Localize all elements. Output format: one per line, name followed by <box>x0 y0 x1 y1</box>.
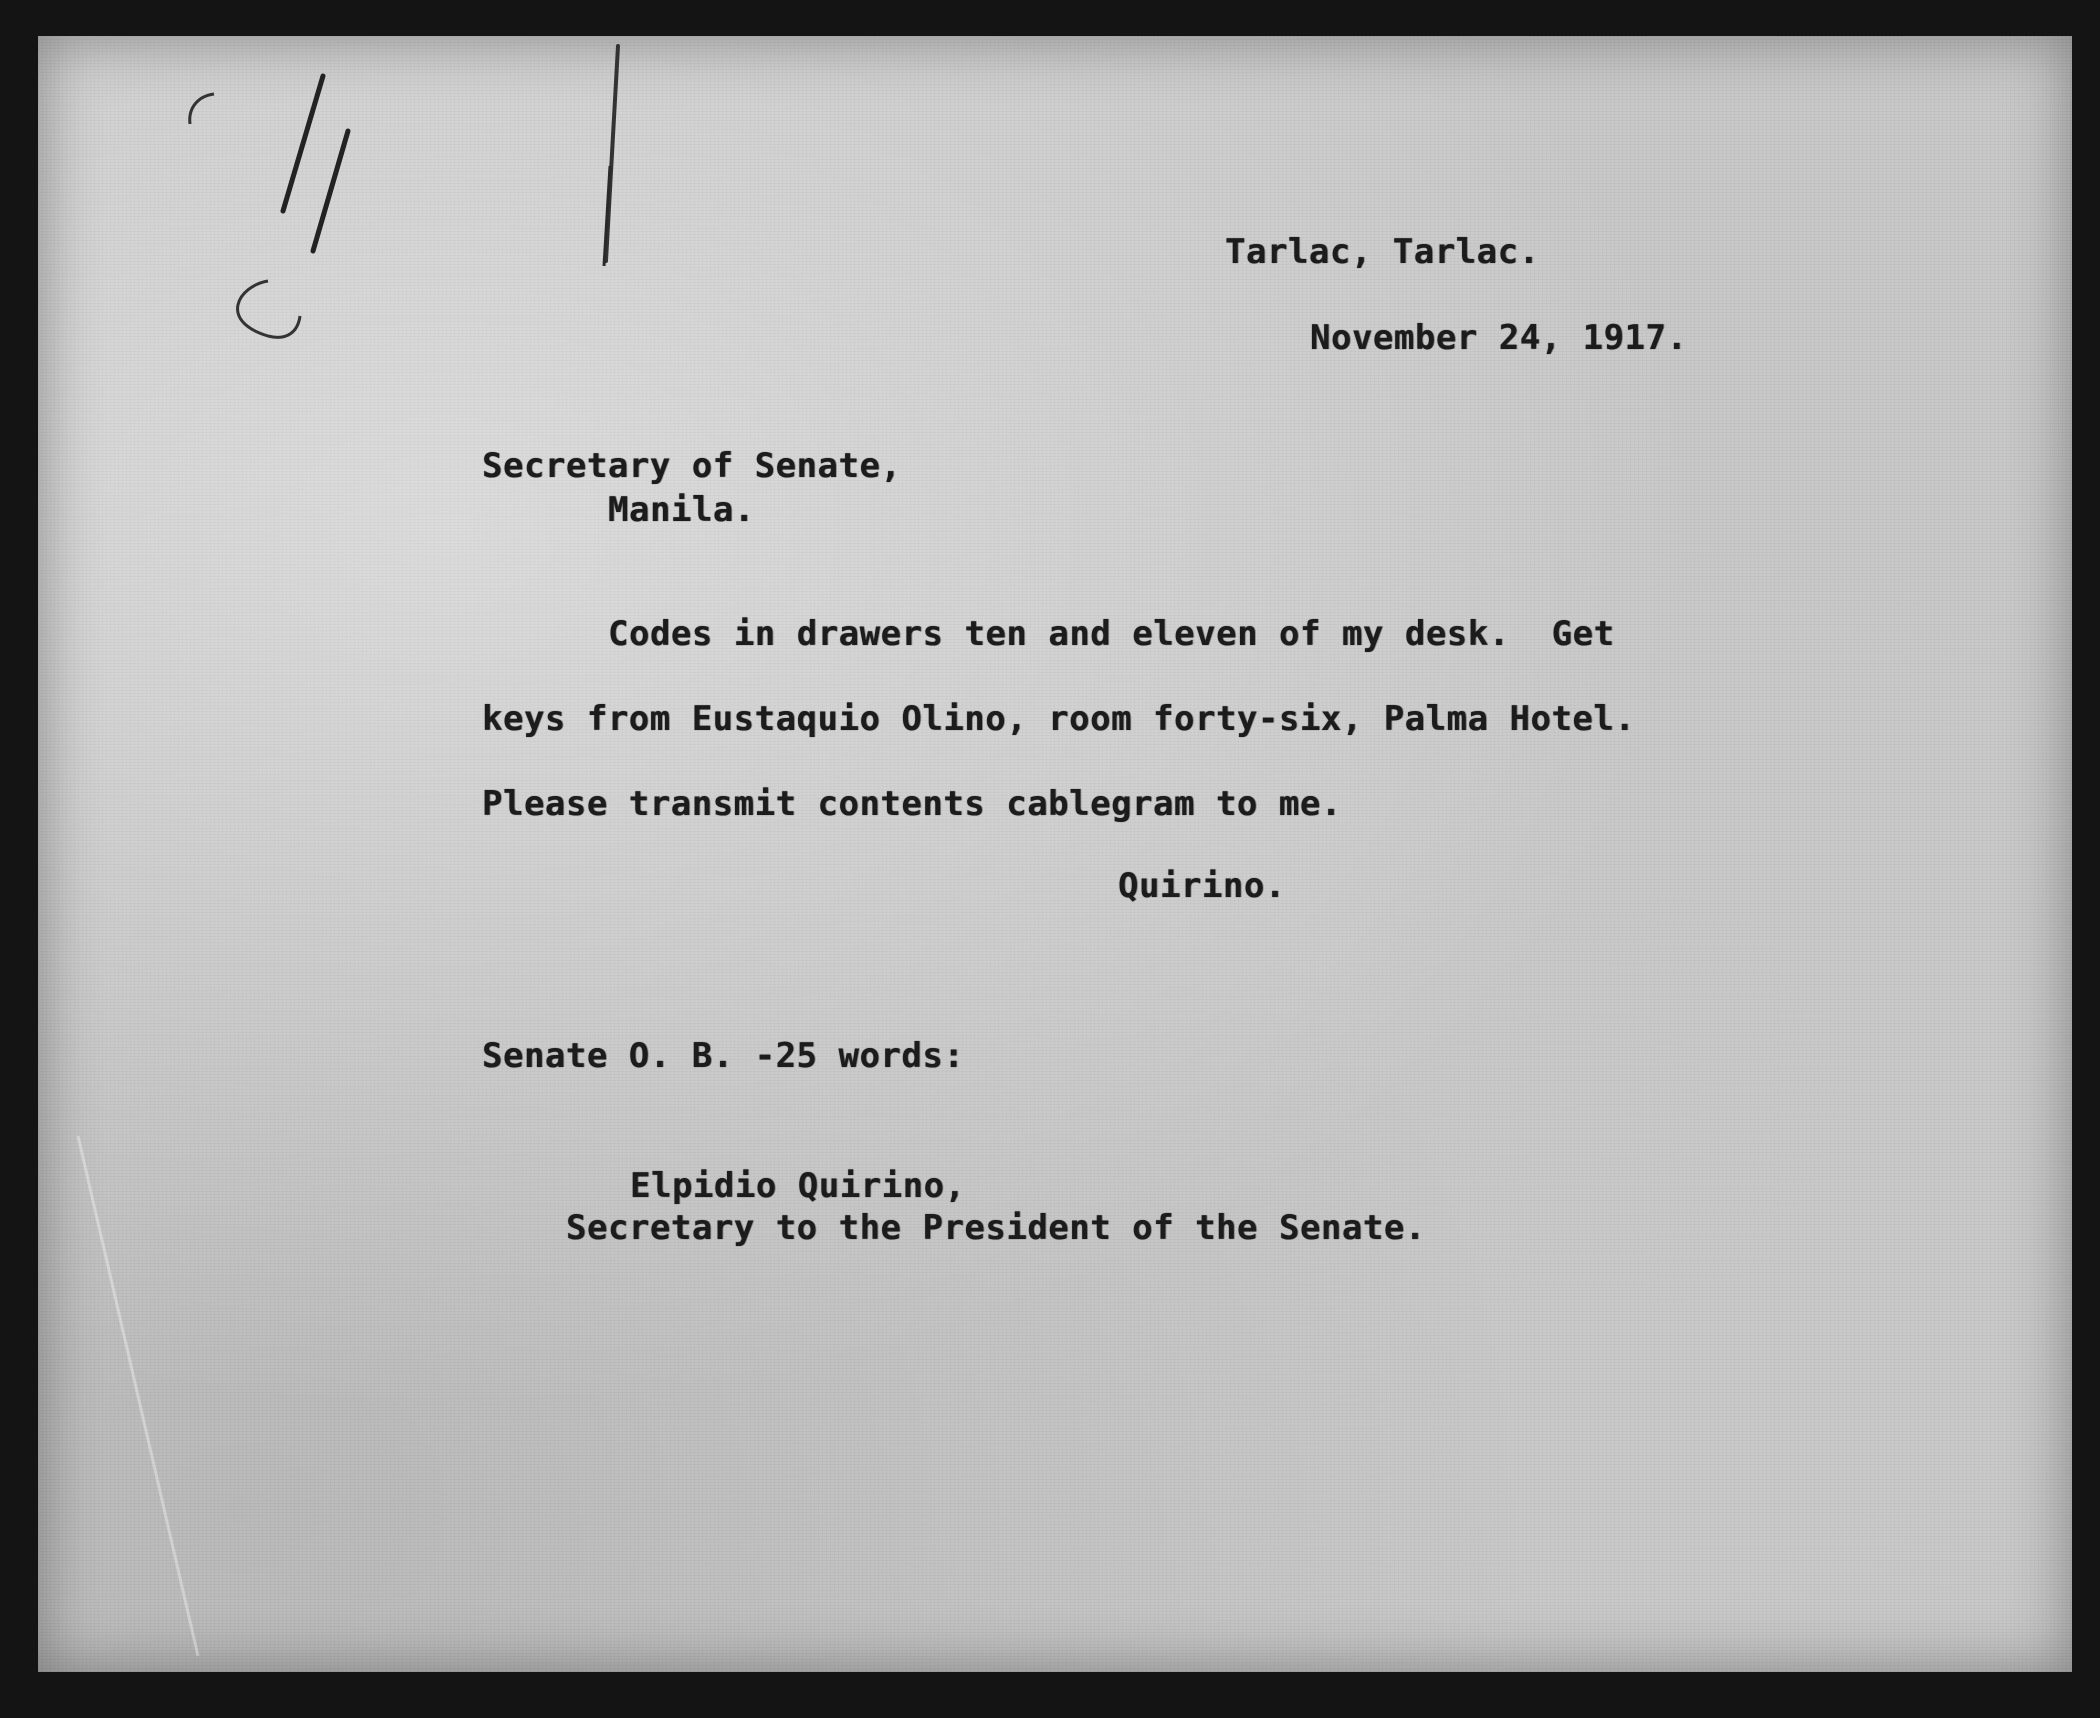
body-line-1: Codes in drawers ten and eleven of my desk. Get <box>608 614 1615 654</box>
body-line-2: keys from Eustaquio Olino, room forty-six, Palma Hotel. <box>482 699 1636 739</box>
sender-name: Elpidio Quirino, <box>630 1166 966 1206</box>
sender-title: Secretary to the President of the Senate. <box>566 1208 1426 1248</box>
closing-signature: Quirino. <box>1118 866 1286 906</box>
recipient-line-2: Manila. <box>608 490 755 530</box>
body-line-3: Please transmit contents cablegram to me. <box>482 784 1342 824</box>
date-line: November 24, 1917. <box>1310 318 1688 358</box>
place-line: Tarlac, Tarlac. <box>1225 232 1540 272</box>
pencil-marks <box>38 36 2072 1672</box>
recipient-line-1: Secretary of Senate, <box>482 446 902 486</box>
charge-note: Senate O. B. -25 words: <box>482 1036 965 1076</box>
